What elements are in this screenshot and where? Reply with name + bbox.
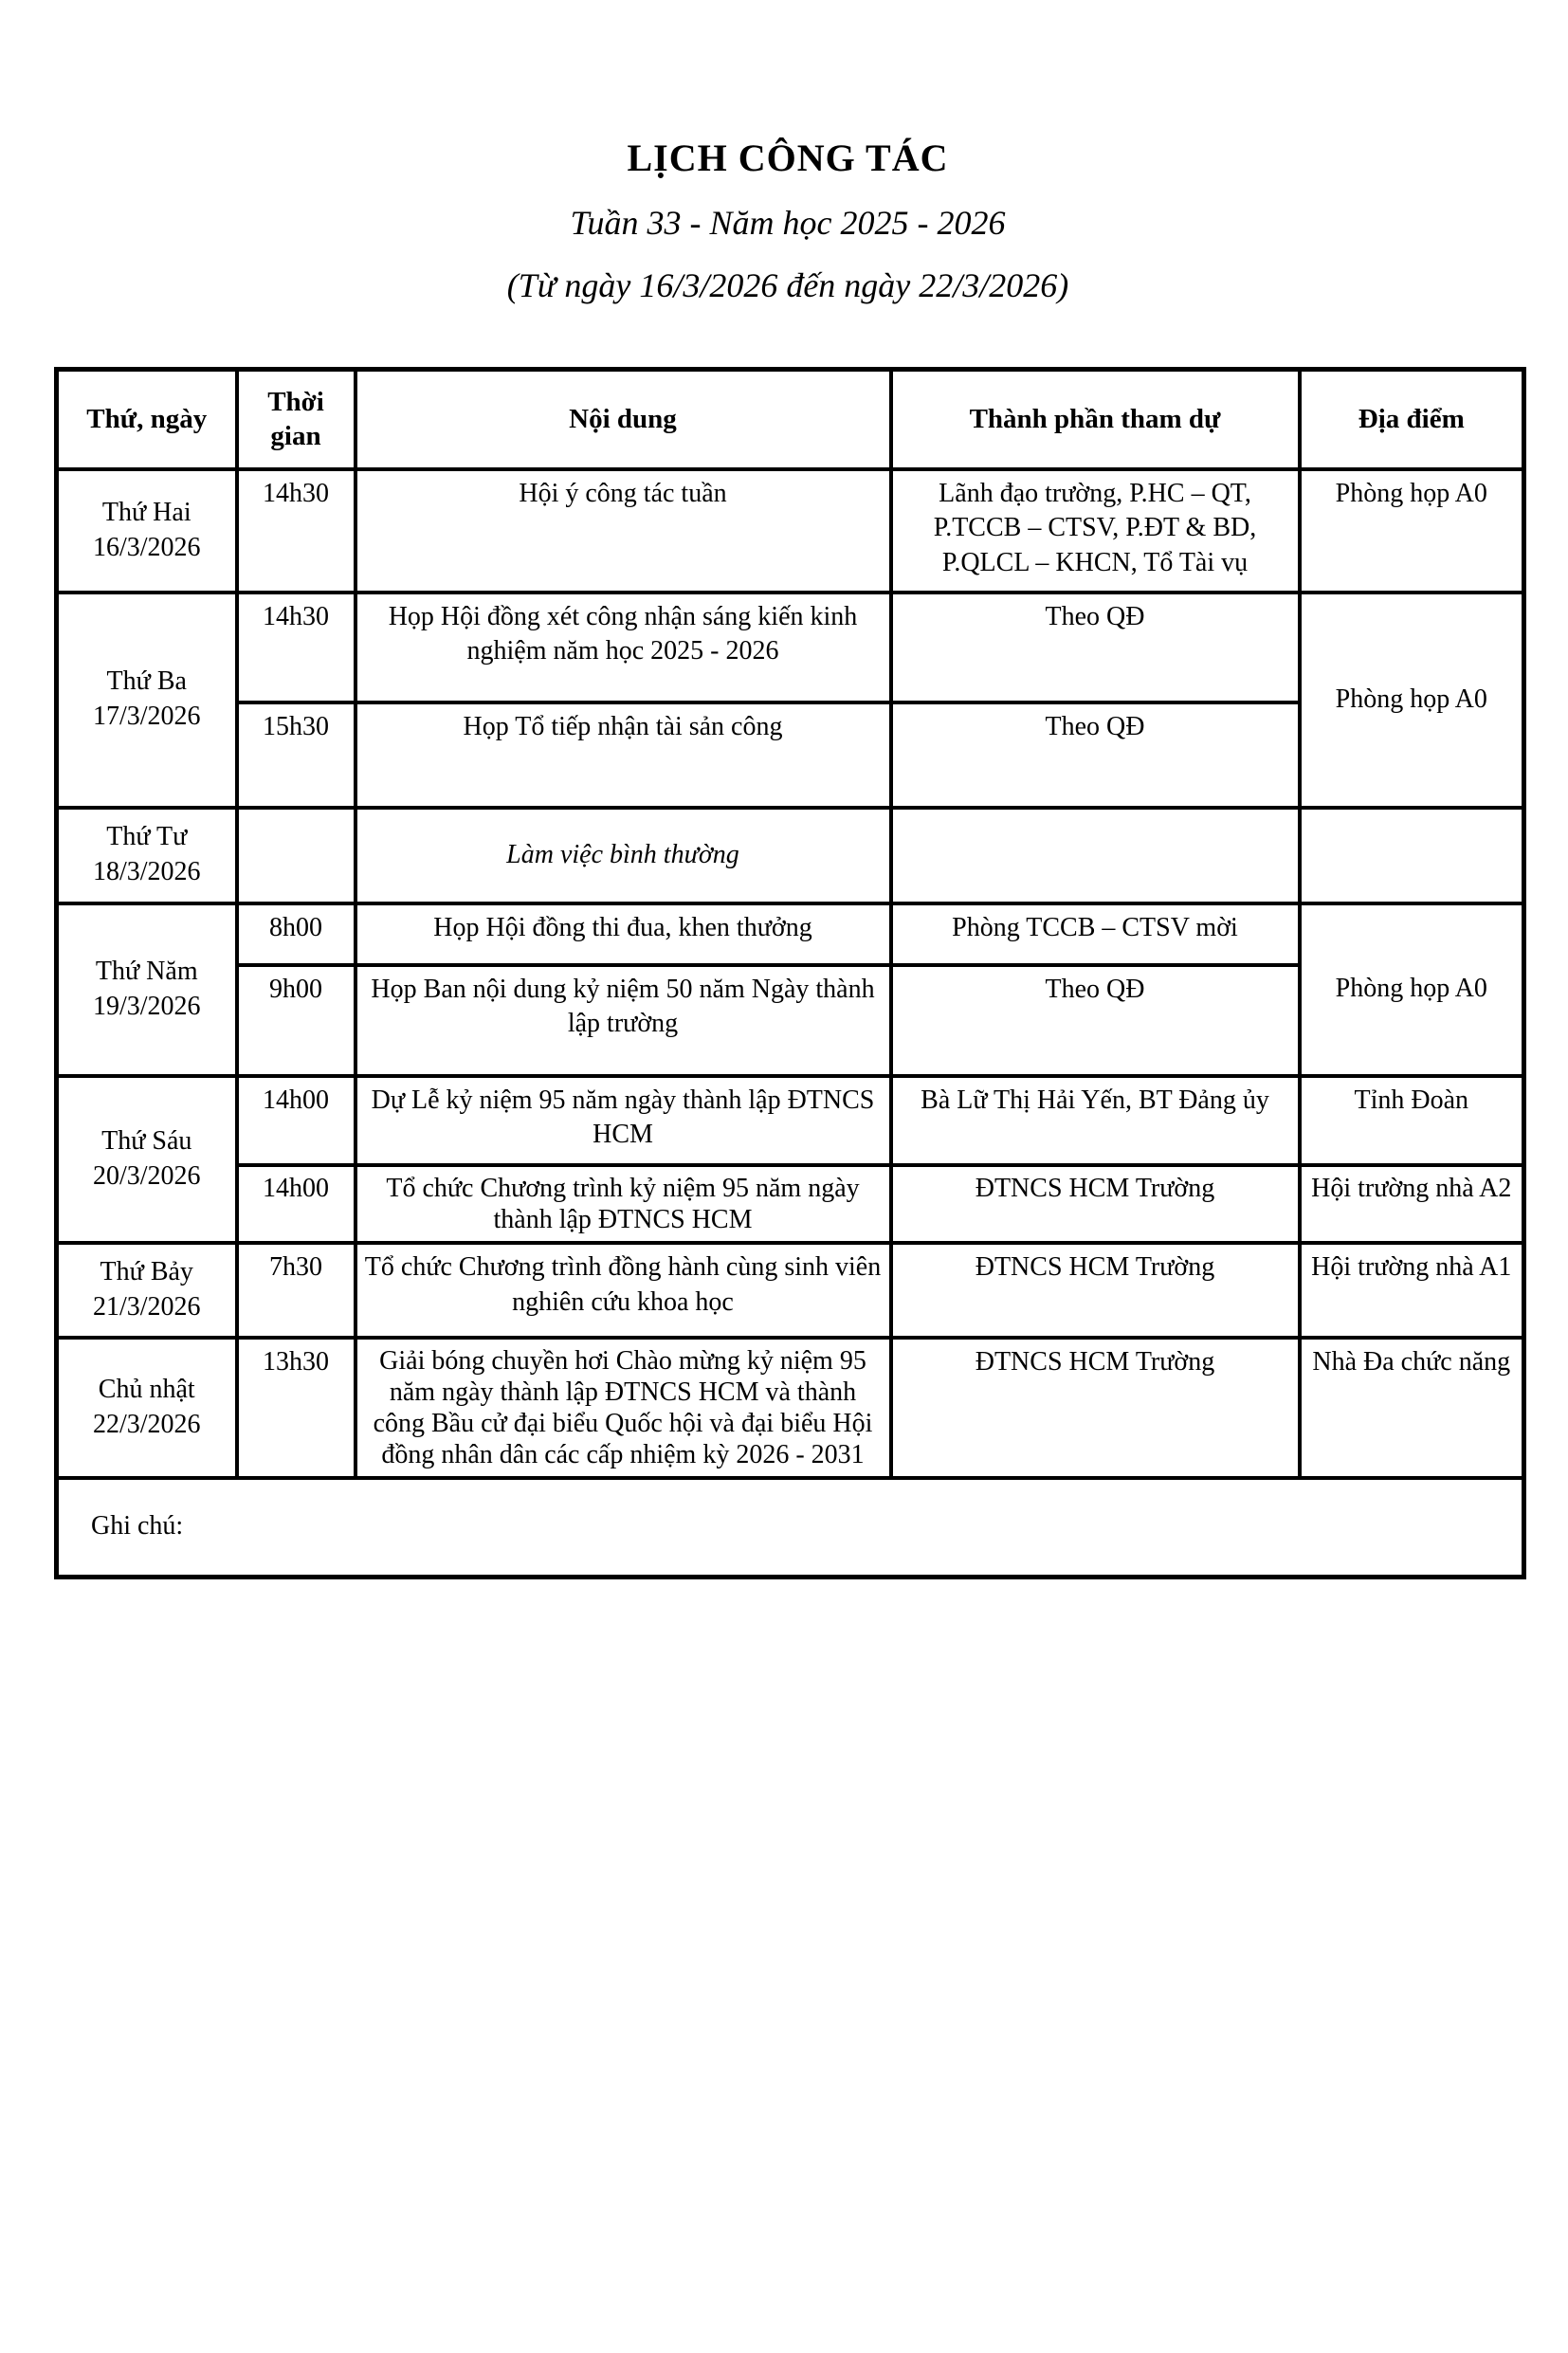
day-name: Thứ Sáu [101,1125,192,1156]
content-cell-friday-1: Dự Lễ kỷ niệm 95 năm ngày thành lập ĐTNCS HCM [356,1076,891,1165]
day-date: 19/3/2026 [92,991,201,1021]
day-cell-saturday [57,1243,237,1338]
col-header-content: Nội dung [356,370,891,469]
participants-cell-wednesday [891,808,1300,903]
day-date: 21/3/2026 [92,1291,201,1322]
time-cell-thursday-1: 8h00 [237,903,356,965]
location-cell-wednesday [1300,808,1524,903]
col-header-location: Địa điểm [1300,370,1524,469]
document-header [54,136,1522,306]
participants-cell-saturday: ĐTNCS HCM Trường [891,1243,1300,1338]
participants-cell-friday-1: Bà Lữ Thị Hải Yến, BT Đảng ủy [891,1076,1300,1165]
day-date: 16/3/2026 [92,532,201,562]
location-cell-tuesday: Phòng họp A0 [1300,593,1524,808]
time-cell-friday-1: 14h00 [237,1076,356,1165]
location-cell-friday-2: Hội trường nhà A2 [1300,1165,1524,1243]
day-cell-wednesday [57,808,237,903]
row-thursday-1 [57,903,1524,965]
day-name: Chủ nhật [98,1374,195,1404]
time-cell-friday-2: 14h00 [237,1165,356,1243]
day-date: 17/3/2026 [92,702,201,731]
day-date: 20/3/2026 [92,1160,201,1191]
participants-cell-sunday: ĐTNCS HCM Trường [891,1338,1300,1478]
row-monday [57,469,1524,593]
content-cell-thursday-2: Họp Ban nội dung kỷ niệm 50 năm Ngày thành lập trường [356,965,891,1076]
content-cell-tuesday-1: Họp Hội đồng xét công nhận sáng kiến kinh nghiệm năm học 2025 - 2026 [356,593,891,702]
row-wednesday [57,808,1524,903]
day-name: Thứ Hai [101,497,191,527]
participants-cell-tuesday-2: Theo QĐ [891,702,1300,808]
day-name: Thứ Bảy [100,1256,193,1286]
day-name: Thứ Tư [106,822,188,852]
participants-cell-thursday-1: Phòng TCCB – CTSV mời [891,903,1300,965]
day-cell-sunday [57,1338,237,1478]
time-cell-sunday: 13h30 [237,1338,356,1478]
participants-cell-tuesday-1: Theo QĐ [891,593,1300,702]
day-date: 22/3/2026 [92,1409,201,1439]
table-header-row [57,370,1524,469]
col-header-participants: Thành phần tham dự [891,370,1300,469]
participants-cell-friday-2: ĐTNCS HCM Trường [891,1165,1300,1243]
document-page [0,136,1568,2353]
time-cell-monday: 14h30 [237,469,356,593]
time-cell-tuesday-1: 14h30 [237,593,356,702]
row-tuesday-1 [57,593,1524,702]
time-cell-tuesday-2: 15h30 [237,702,356,808]
day-cell-thursday [57,903,237,1076]
time-cell-thursday-2: 9h00 [237,965,356,1076]
day-date: 18/3/2026 [92,857,201,886]
participants-cell-thursday-2: Theo QĐ [891,965,1300,1076]
row-sunday [57,1338,1524,1478]
location-cell-saturday: Hội trường nhà A1 [1300,1243,1524,1338]
row-friday-1 [57,1076,1524,1165]
day-name: Thứ Năm [95,956,198,986]
time-cell-wednesday [237,808,356,903]
day-cell-friday [57,1076,237,1243]
day-cell-tuesday [57,593,237,808]
location-cell-monday: Phòng họp A0 [1300,469,1524,593]
location-cell-thursday: Phòng họp A0 [1300,903,1524,1076]
day-cell-monday [57,469,237,593]
location-cell-sunday: Nhà Đa chức năng [1300,1338,1524,1478]
col-header-day: Thứ, ngày [57,370,237,469]
row-note [57,1478,1524,1578]
row-saturday [57,1243,1524,1338]
location-cell-friday-1: Tỉnh Đoàn [1300,1076,1524,1165]
content-cell-saturday: Tổ chức Chương trình đồng hành cùng sinh viên nghiên cứu khoa học [356,1243,891,1338]
page-title: LỊCH CÔNG TÁC [627,137,949,179]
page-subtitle-week: Tuần 33 - Năm học 2025 - 2026 [570,204,1006,242]
content-cell-tuesday-2: Họp Tổ tiếp nhận tài sản công [356,702,891,808]
row-friday-2 [57,1165,1524,1243]
content-cell-friday-2: Tổ chức Chương trình kỷ niệm 95 năm ngày thành lập ĐTNCS HCM [356,1165,891,1243]
note-cell: Ghi chú: [57,1478,1524,1578]
content-cell-sunday: Giải bóng chuyền hơi Chào mừng kỷ niệm 95 năm ngày thành lập ĐTNCS HCM và thành công Bầu cử đại biểu Quốc hội và đại biểu Hội đồng nhân dân các cấp nhiệm kỳ 2026 - 2031 [356,1338,891,1478]
schedule-table [54,367,1526,1579]
content-cell-wednesday: Làm việc bình thường [356,808,891,903]
participants-cell-monday: Lãnh đạo trường, P.HC – QT, P.TCCB – CTSV, P.ĐT & BD, P.QLCL – KHCN, Tổ Tài vụ [891,469,1300,593]
page-subtitle-range: (Từ ngày 16/3/2026 đến ngày 22/3/2026) [506,266,1069,304]
day-name: Thứ Ba [106,666,187,697]
time-cell-saturday: 7h30 [237,1243,356,1338]
content-cell-monday: Hội ý công tác tuần [356,469,891,593]
content-cell-thursday-1: Họp Hội đồng thi đua, khen thưởng [356,903,891,965]
col-header-time: Thời gian [237,370,356,469]
